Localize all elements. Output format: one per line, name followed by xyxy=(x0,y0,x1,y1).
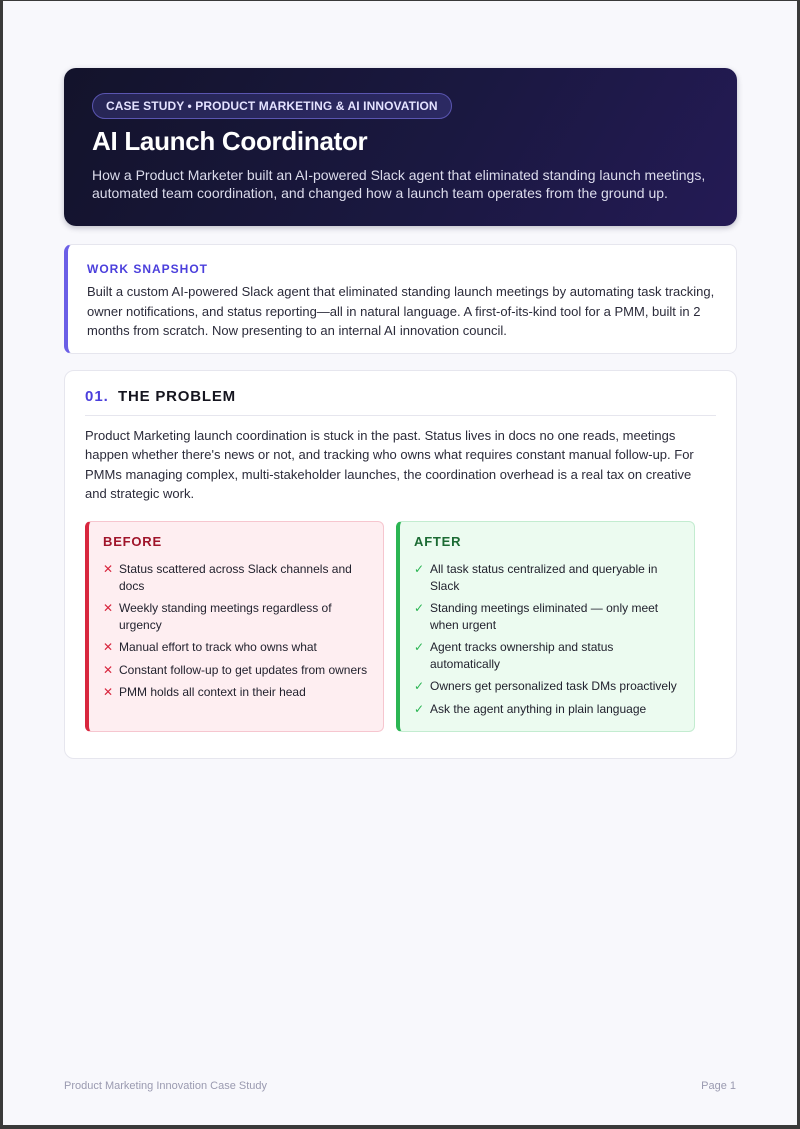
after-list xyxy=(414,561,682,723)
before-list-item xyxy=(103,600,371,633)
before-list xyxy=(103,561,371,707)
before-box xyxy=(85,521,384,732)
checkmark-icon: ✓ xyxy=(414,640,425,654)
work-snapshot-text: Built a custom AI-powered Slack agent that eliminated standing launch meetings by automating task tracking, owner notifications, and status reporting—all in natural language. A first-of-its-kind tool for a PMM, built in 2 months from scratch. Now presenting to an internal AI innovation council. xyxy=(87,284,715,338)
after-list-item xyxy=(414,678,682,695)
before-title: BEFORE xyxy=(103,534,162,549)
after-list-item xyxy=(414,639,682,672)
cross-icon: ✕ xyxy=(103,601,114,615)
after-item-text: Standing meetings eliminated — only meet when urgent xyxy=(430,601,659,632)
before-list-item xyxy=(103,639,371,656)
page-title: AI Launch Coordinator xyxy=(92,126,368,156)
section-number: 01. xyxy=(85,388,109,405)
cross-icon: ✕ xyxy=(103,662,114,677)
checkmark-icon: ✓ xyxy=(414,679,425,693)
before-list-item xyxy=(103,561,371,594)
before-item-text: Constant follow-up to get updates from owners xyxy=(119,662,368,677)
footer-title: Product Marketing Innovation Case Study xyxy=(64,1080,268,1092)
after-item-text: All task status centralized and queryable in Slack xyxy=(430,562,658,593)
cross-icon: ✕ xyxy=(103,640,114,654)
after-item-text: Ask the agent anything in plain language xyxy=(430,701,647,716)
after-list-item xyxy=(414,701,682,718)
after-box xyxy=(396,521,695,732)
before-item-text: Manual effort to track who owns what xyxy=(119,640,317,654)
hero-banner xyxy=(64,68,737,226)
after-item-text: Owners get personalized task DMs proactively xyxy=(430,679,677,693)
page-subtitle: How a Product Marketer built an AI-powered Slack agent that eliminated standing launch meetings, automated team coordination, and changed how a launch team operates from the ground up. xyxy=(92,167,706,201)
page-number: Page 1 xyxy=(701,1080,736,1092)
cross-icon: ✕ xyxy=(103,562,114,576)
section-heading xyxy=(85,388,716,416)
category-badge: CASE STUDY • PRODUCT MARKETING & AI INNOVATION xyxy=(92,93,452,119)
after-item-text: Agent tracks ownership and status automatically xyxy=(430,640,614,671)
checkmark-icon: ✓ xyxy=(414,601,425,615)
before-list-item xyxy=(103,662,371,679)
checkmark-icon: ✓ xyxy=(414,701,425,716)
section-title: THE PROBLEM xyxy=(118,388,236,405)
after-list-item xyxy=(414,561,682,594)
checkmark-icon: ✓ xyxy=(414,562,425,576)
problem-description: Product Marketing launch coordination is stuck in the past. Status lives in docs no one reads, meetings happen whether there's news or not, and tracking who owns what requires constant manual follow-up. For PMMs managing complex, multi-stakeholder launches, the coordination overhead is a real tax on creative and strategic work. xyxy=(85,428,694,501)
before-item-text: Weekly standing meetings regardless of urgency xyxy=(119,601,332,632)
before-item-text: PMM holds all context in their head xyxy=(119,685,306,699)
work-snapshot-card xyxy=(64,244,737,354)
after-title: AFTER xyxy=(414,534,462,549)
before-list-item xyxy=(103,684,371,701)
cross-icon: ✕ xyxy=(103,685,114,699)
work-snapshot-label: WORK SNAPSHOT xyxy=(87,262,208,276)
before-item-text: Status scattered across Slack channels and docs xyxy=(119,562,352,593)
problem-section xyxy=(64,370,737,759)
after-list-item xyxy=(414,600,682,633)
document-page xyxy=(3,1,797,1125)
